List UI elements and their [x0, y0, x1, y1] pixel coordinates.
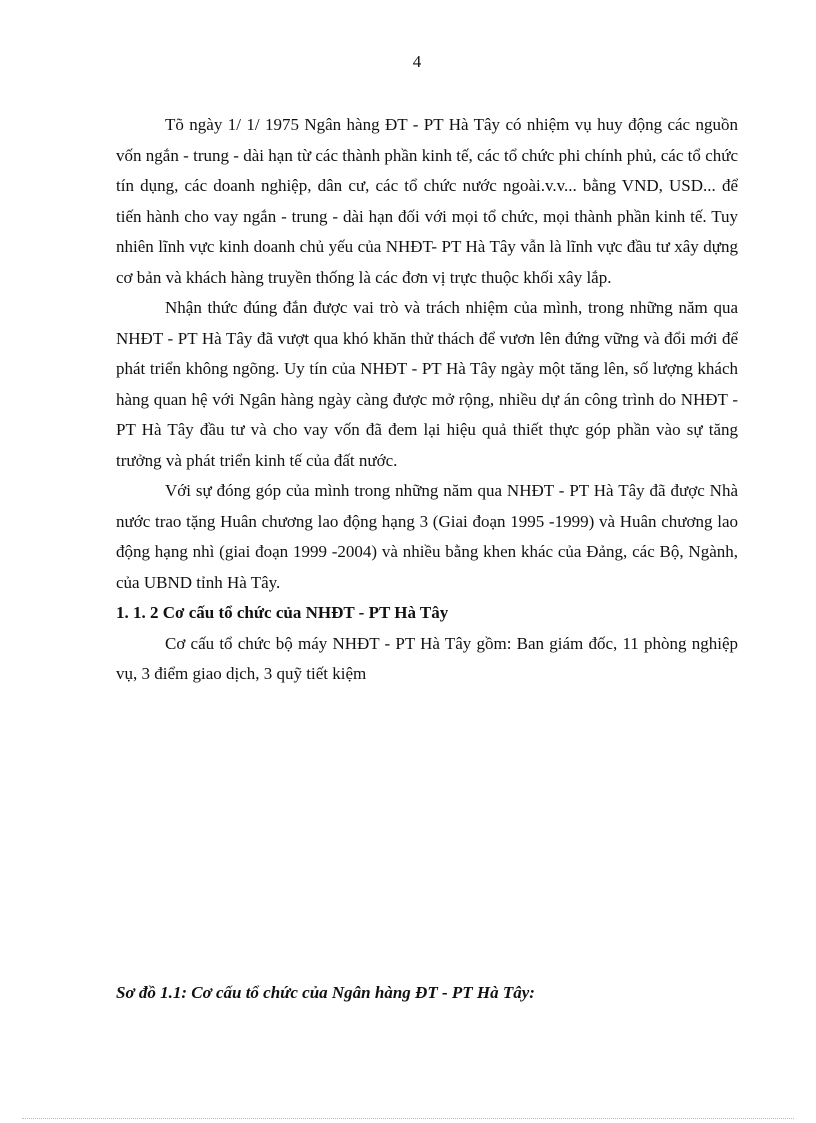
document-body — [116, 110, 738, 690]
page-number: 4 — [412, 52, 422, 71]
paragraph-structure: Cơ cấu tổ chức bộ máy NHĐT - PT Hà Tây gồm: Ban giám đốc, 11 phòng nghiệp vụ, 3 điểm giao dịch, 3 quỹ tiết kiệm — [116, 633, 738, 683]
paragraph-achievements: Nhận thức đúng đắn được vai trò và trách nhiệm của mình, trong những năm qua NHĐT - PT Hà Tây đã vượt qua khó khăn thử thách để vươn lên đứng vững và đổi mới để phát triển không ngõng. Uy tín của NHĐT - PT Hà Tây ngày một tăng lên, số lượng khách hàng quan hệ với Ngân hàng ngày càng được mở rộng, nhiều dự án công trình do NHĐT - PT Hà Tây đầu tư và cho vay vốn đã đem lại hiệu quả thiết thực góp phần vào sự tăng trưởng và phát triển kinh tế của đất nước. — [116, 298, 738, 470]
paragraph-history: Tõ ngày 1/ 1/ 1975 Ngân hàng ĐT - PT Hà Tây có nhiệm vụ huy động các nguồn vốn ngắn - trung - dài hạn từ các thành phần kinh tế, các tổ chức phi chính phủ, các tổ chức tín dụng, các doanh nghiệp, dân cư, các tổ chức nước ngoài.v.v... bằng VND, USD... để tiến hành cho vay ngắn - trung - dài hạn đối với mọi tổ chức, mọi thành phần kinh tế. Tuy nhiên lĩnh vực kinh doanh chủ yếu của NHĐT- PT Hà Tây vẫn là lĩnh vực đầu tư xây dựng cơ bản và khách hàng truyền thống là các đơn vị trực thuộc khối xây lắp. — [116, 115, 738, 287]
page-bottom-rule — [22, 1118, 794, 1119]
paragraph-awards: Với sự đóng góp của mình trong những năm qua NHĐT - PT Hà Tây đã được Nhà nước trao tặng Huân chương lao động hạng 3 (Giai đoạn 1995 -1999) và Huân chương lao động hạng nhì (giai đoạn 1999 -2004) và nhiều bằng khen khác của Đảng, các Bộ, Ngành, của UBND tỉnh Hà Tây. — [116, 481, 738, 592]
diagram-caption: Sơ đồ 1.1: Cơ cấu tổ chức của Ngân hàng ĐT - PT Hà Tây: — [116, 983, 535, 1002]
section-heading: 1. 1. 2 Cơ cấu tổ chức của NHĐT - PT Hà Tây — [116, 603, 449, 622]
